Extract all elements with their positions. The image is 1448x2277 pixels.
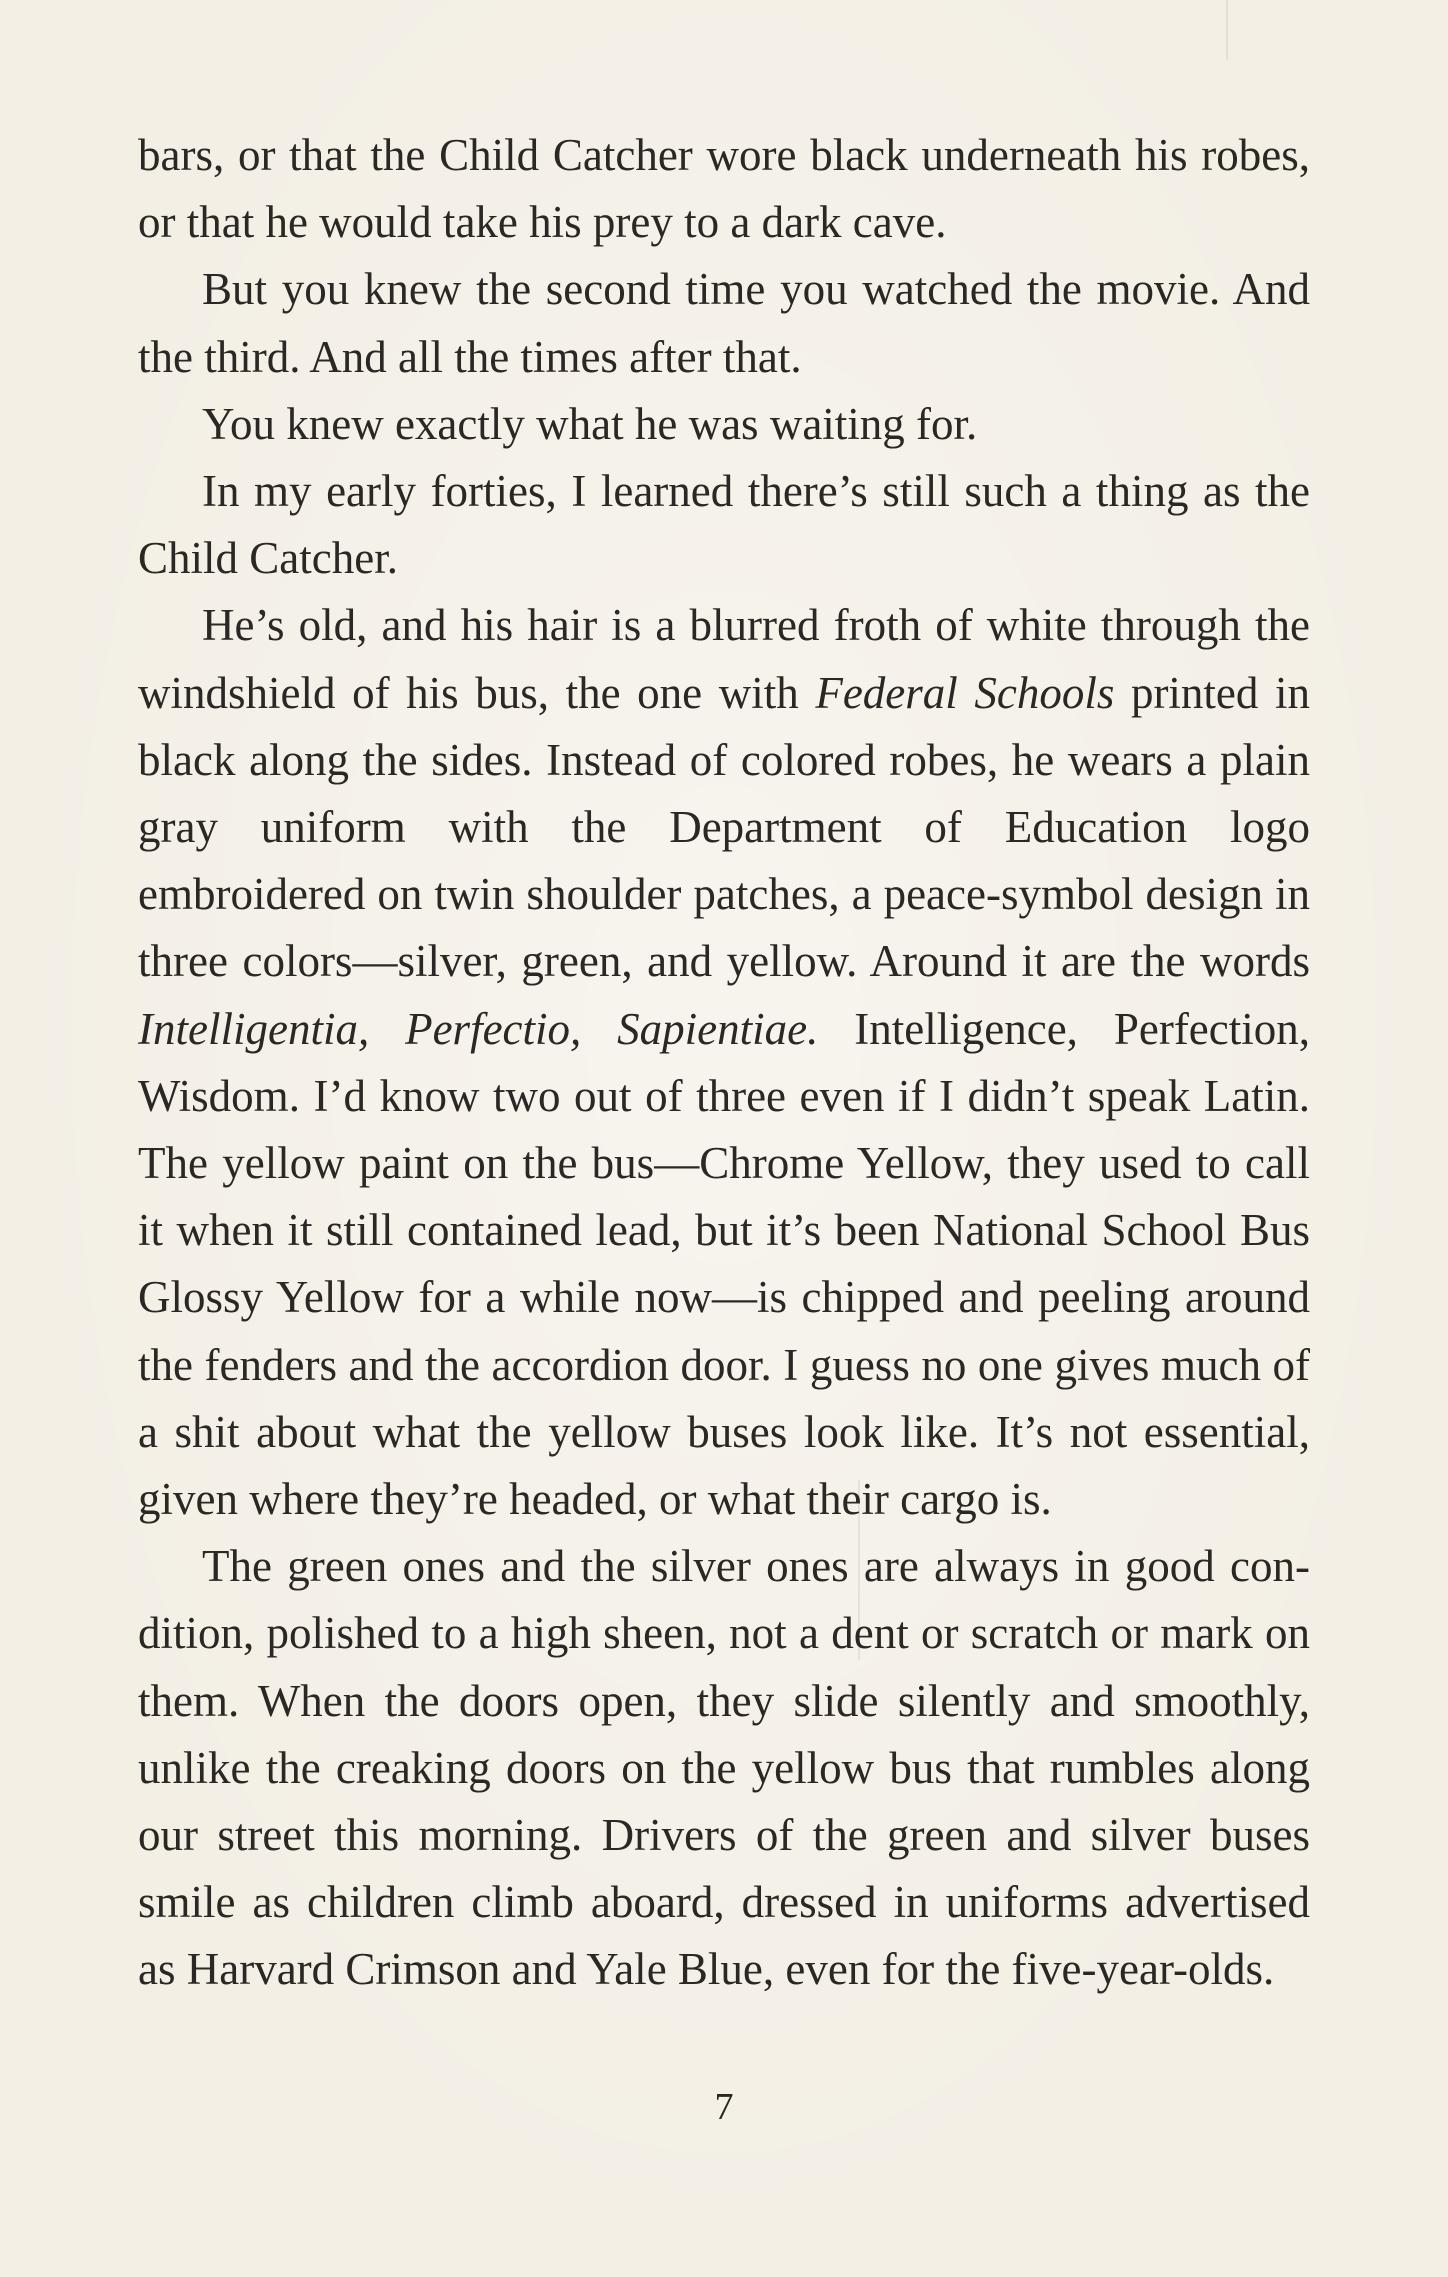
page-smudge	[1226, 0, 1228, 60]
text-run: He’s old, and his hair is a blurred froth of white through the windshield of his bus, the one with	[138, 600, 1310, 718]
text-run: The green ones and the silver ones are always in good condition, polished to a high sheen, not a dent or scratch or mark on them. When the doors open, they slide silently and smoothly, unlike the creaking doors on the yellow bus that rumbles along our street this morning. Drivers of the green and silver buses smile as children climb aboard, dressed in uniforms advertised as Harvard Crimson and Yale Blue, even for the five-year-olds.	[138, 1541, 1310, 1995]
body-text	[138, 122, 1310, 2004]
text-run: You knew exactly what he was waiting for.	[202, 398, 978, 449]
text-run: Intelligence, Perfection, Wisdom. I’d know two out of three even if I didn’t speak Latin. The yellow paint on the bus—Chrome Yellow, they used to call it when it still contained lead, but it’s been National School Bus Glossy Yellow for a while now—is chipped and peeling around the fenders and the accordion door. I guess no one gives much of a shit about what the yellow buses look like. It’s not essential, given where they’re headed, or what their cargo is.	[138, 1003, 1311, 1525]
italic-text: Intelligentia, Perfectio, Sapientiae.	[138, 1003, 819, 1054]
paragraph	[138, 1533, 1310, 2003]
paragraph	[138, 458, 1310, 592]
text-run: bars, or that the Child Catcher wore black underneath his robes, or that he would take his prey to a dark cave.	[138, 130, 1310, 248]
page-number: 7	[714, 2086, 734, 2128]
paragraph	[138, 592, 1310, 1533]
text-run: In my early forties, I learned there’s still such a thing as the Child Catcher.	[138, 466, 1310, 584]
paragraph	[138, 391, 1310, 458]
paragraph	[138, 122, 1310, 256]
italic-text: Federal Schools	[815, 667, 1115, 718]
text-run: printed in black along the sides. Instead of colored robes, he wears a plain gray uniform with the Department of Education logo embroidered on twin shoulder patches, a peace-symbol design in three colors—silver, green, and yellow. Around it are the words	[138, 667, 1311, 987]
text-run: But you knew the second time you watched the movie. And the third. And all the times after that.	[138, 264, 1310, 382]
paragraph	[138, 256, 1310, 390]
